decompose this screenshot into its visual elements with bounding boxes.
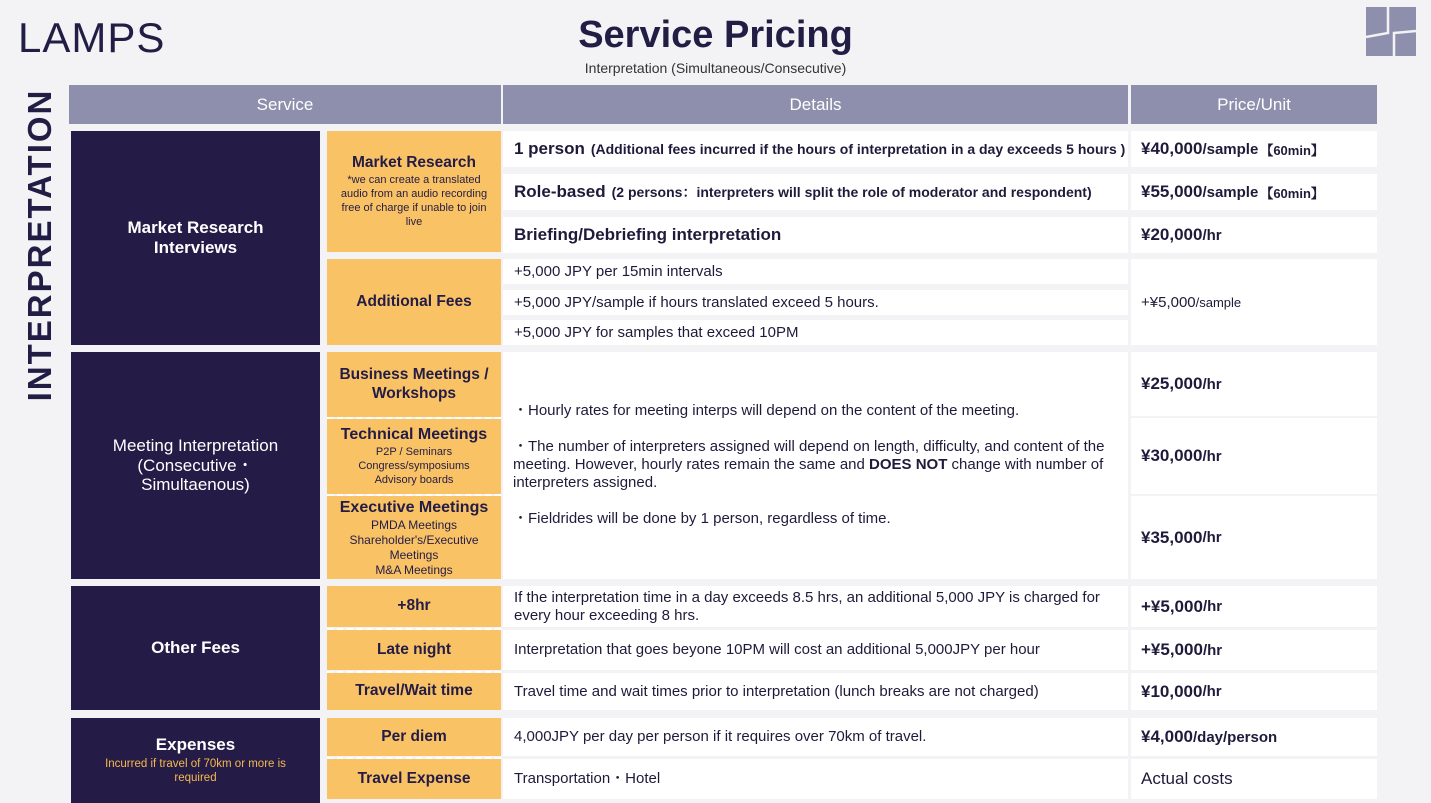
bullet-emphasis: DOES NOT (869, 456, 948, 473)
price-unit: /sample (1202, 183, 1259, 201)
category-expenses (71, 718, 320, 803)
price-duration: 【60min】 (1260, 142, 1324, 158)
sub-title: +8hr (397, 597, 431, 615)
price-unit: /day/person (1193, 728, 1278, 746)
detail-additional-2: +5,000 JPY/sample if hours translated exceed 5 hours. (503, 290, 1128, 315)
bullet-text: ・The number of interpreters assigned will depend on length, difficulty, and content of the meeting. However, hourly rates remain the same and (513, 438, 1105, 473)
category-other-fees (71, 586, 320, 710)
sub-line: P2P / Seminars (375, 446, 453, 459)
price-per-diem (1131, 718, 1377, 756)
meeting-bullet-2 (513, 438, 1118, 492)
price-amount: ¥30,000 (1141, 446, 1203, 465)
page-title: Service Pricing (578, 14, 853, 56)
meeting-bullet-3: ・Fieldrides will be done by 1 person, regardless of time. (513, 510, 891, 527)
price-briefing (1131, 217, 1377, 253)
sub-title: Market Research (351, 153, 477, 171)
detail-additional-3: +5,000 JPY for samples that exceed 10PM (503, 320, 1128, 345)
sub-title: Additional Fees (356, 292, 472, 310)
price-8hr (1131, 586, 1377, 627)
category-note: Incurred if travel of 70km or more is required (105, 758, 286, 785)
price-amount: +¥5,000 (1141, 596, 1203, 616)
price-unit: /hr (1202, 641, 1223, 659)
sub-per-diem (327, 718, 501, 756)
header-service: Service (69, 85, 501, 124)
detail-main: Briefing/Debriefing interpretation (514, 224, 782, 244)
sub-travel-expense (327, 759, 501, 799)
price-unit: /hr (1202, 226, 1222, 244)
category-meeting (71, 352, 320, 579)
detail-main: Role-based (514, 181, 606, 201)
category-label: Other Fees (151, 638, 240, 658)
sub-title: Technical Meetings (340, 426, 488, 444)
sub-additional-fees (327, 259, 501, 345)
sub-title: Late night (376, 640, 452, 658)
price-amount: ¥55,000 (1141, 182, 1203, 201)
price-amount: +¥5,000 (1141, 640, 1203, 659)
price-unit: /sample (1195, 294, 1242, 310)
price-amount: ¥4,000 (1141, 727, 1193, 746)
detail-travel-wait: Travel time and wait times prior to interpretation (lunch breaks are not charged) (503, 673, 1128, 710)
detail-8hr: If the interpretation time in a day exceeds 8.5 hrs, an additional 5,000 JPY is charged for every hour exceeding 8 hrs. (503, 586, 1128, 627)
detail-paren: (2 persons：interpreters will split the role of moderator and respondent) (611, 183, 1092, 200)
price-amount: ¥40,000 (1141, 139, 1203, 158)
price-business (1131, 352, 1377, 416)
sub-title: Travel/Wait time (355, 682, 473, 700)
sub-travel-wait (327, 673, 501, 710)
sub-market-research (327, 131, 501, 252)
sub-title: Per diem (381, 727, 447, 745)
sub-note: *we can create a translated audio from an audio recording free of charge if unable to join live (340, 174, 488, 228)
price-role-based (1131, 174, 1377, 210)
price-amount: ¥10,000 (1141, 681, 1203, 701)
sub-late-night (327, 630, 501, 670)
detail-main: 1 person (514, 138, 585, 158)
sub-title: Executive Meetings (339, 498, 489, 516)
sub-business-meetings (327, 352, 501, 417)
category-market-research (71, 131, 320, 345)
detail-role-based (503, 174, 1128, 210)
category-label: Meeting Interpretation (Consecutive・Simultaenous) (112, 436, 279, 495)
sub-line: M&A Meetings (375, 562, 453, 577)
detail-late-night: Interpretation that goes beyone 10PM will cost an additional 5,000JPY per hour (503, 630, 1128, 670)
detail-paren: (Additional fees incurred if the hours of interpretation in a day exceeds 5 hours ) (590, 140, 1126, 157)
interpretation-vertical-label: INTERPRETATION (21, 88, 58, 402)
detail-per-diem: 4,000JPY per day per person if it requires over 70km of travel. (503, 718, 1128, 756)
price-duration: 【60min】 (1260, 185, 1324, 201)
detail-briefing (503, 217, 1128, 253)
price-one-person (1131, 131, 1377, 167)
price-amount: ¥35,000 (1141, 527, 1203, 547)
category-label: Market Research Interviews (127, 218, 264, 257)
price-late-night (1131, 630, 1377, 670)
price-additional (1131, 259, 1377, 345)
price-unit: /hr (1202, 447, 1222, 465)
price-travel-expense: Actual costs (1131, 759, 1377, 799)
sub-title: Travel Expense (357, 769, 471, 787)
detail-one-person (503, 131, 1128, 167)
price-travel-wait (1131, 673, 1377, 710)
window-pane-icon (1366, 7, 1416, 56)
sub-line: Shareholder's/Executive Meetings (349, 533, 479, 562)
meeting-bullet-1: ・Hourly rates for meeting interps will depend on the content of the meeting. (513, 402, 1020, 419)
sub-line: Advisory boards (374, 473, 454, 486)
price-technical (1131, 418, 1377, 494)
price-unit: /hr (1202, 375, 1222, 393)
sub-technical-meetings (327, 419, 501, 494)
sub-8hr (327, 586, 501, 627)
sub-line: PMDA Meetings (370, 517, 458, 532)
category-label: Expenses (155, 734, 236, 754)
page-subtitle: Interpretation (Simultaneous/Consecutive) (584, 60, 847, 76)
detail-travel-expense: Transportation・Hotel (503, 759, 1128, 799)
header-price: Price/Unit (1131, 85, 1377, 124)
detail-meeting-notes (503, 352, 1128, 579)
price-unit: /sample (1202, 140, 1259, 158)
price-unit: /hr (1202, 598, 1223, 615)
price-amount: +¥5,000 (1141, 293, 1196, 311)
lamps-logo: LAMPS (18, 14, 166, 61)
price-unit: /hr (1202, 683, 1222, 700)
price-executive (1131, 496, 1377, 579)
bullet-text: change with number of interpreters assigned. (513, 456, 1104, 491)
sub-title: Business Meetings / Workshops (339, 365, 489, 402)
price-unit: /hr (1202, 529, 1222, 546)
detail-additional-1: +5,000 JPY per 15min intervals (503, 259, 1128, 284)
price-amount: ¥20,000 (1141, 225, 1203, 244)
price-amount: ¥25,000 (1141, 374, 1203, 393)
header-details: Details (503, 85, 1128, 124)
sub-executive-meetings (327, 496, 501, 579)
sub-line: Congress/symposiums (358, 460, 470, 473)
